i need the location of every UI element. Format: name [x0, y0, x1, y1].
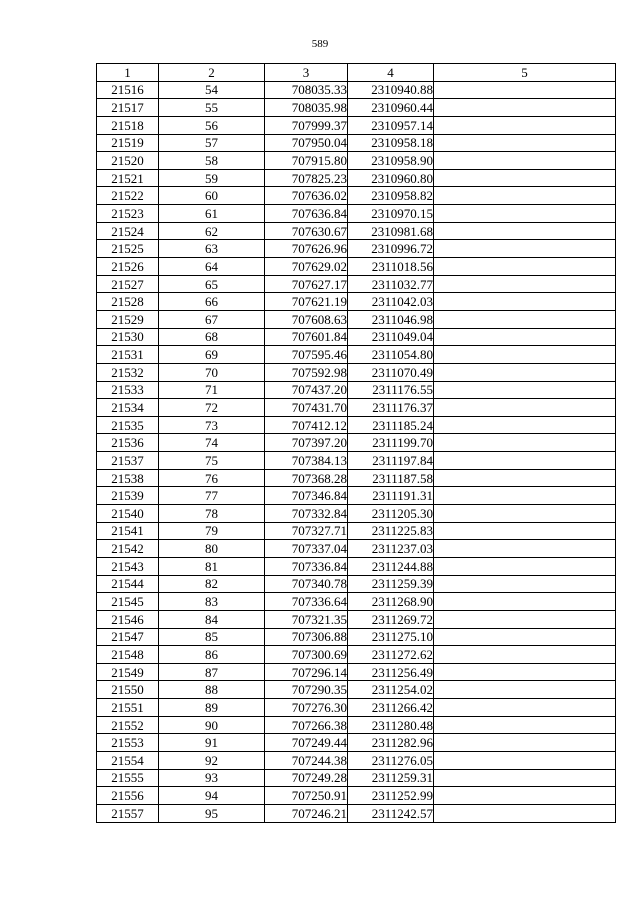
table-cell — [434, 699, 616, 717]
table-cell: 707384.13 — [265, 452, 348, 470]
table-row — [97, 663, 616, 681]
table-cell: 707621.19 — [265, 293, 348, 311]
table-cell: 707346.84 — [265, 487, 348, 505]
table-cell: 63 — [159, 240, 265, 258]
table-cell: 2311042.03 — [348, 293, 434, 311]
table-cell: 2311046.98 — [348, 310, 434, 328]
table-cell: 2311269.72 — [348, 610, 434, 628]
table-cell: 707306.88 — [265, 628, 348, 646]
table-row — [97, 699, 616, 717]
table-cell: 21524 — [97, 222, 159, 240]
table-row — [97, 205, 616, 223]
table-cell: 707629.02 — [265, 258, 348, 276]
table-row — [97, 116, 616, 134]
table-row — [97, 310, 616, 328]
table-row — [97, 99, 616, 117]
table-cell: 2311254.02 — [348, 681, 434, 699]
table-cell: 61 — [159, 205, 265, 223]
table-cell: 21534 — [97, 399, 159, 417]
table-cell: 2311252.99 — [348, 787, 434, 805]
table-cell: 70 — [159, 363, 265, 381]
table-cell: 55 — [159, 99, 265, 117]
page-number: 589 — [311, 38, 329, 50]
table-cell — [434, 416, 616, 434]
column-header: 1 — [97, 64, 159, 82]
column-header: 3 — [265, 64, 348, 82]
table-cell: 21550 — [97, 681, 159, 699]
table-cell — [434, 557, 616, 575]
table-row — [97, 469, 616, 487]
table-cell — [434, 152, 616, 170]
table-cell — [434, 716, 616, 734]
table-row — [97, 804, 616, 822]
table-cell: 707431.70 — [265, 399, 348, 417]
table-row — [97, 751, 616, 769]
table-cell — [434, 734, 616, 752]
table-cell: 707290.35 — [265, 681, 348, 699]
table-cell: 2310960.44 — [348, 99, 434, 117]
table-cell — [434, 381, 616, 399]
table-body — [97, 81, 616, 822]
table-cell: 2311049.04 — [348, 328, 434, 346]
table-cell: 2311276.05 — [348, 751, 434, 769]
table-cell: 67 — [159, 310, 265, 328]
table-cell: 707368.28 — [265, 469, 348, 487]
table-cell — [434, 646, 616, 664]
table-row — [97, 240, 616, 258]
table-cell: 21557 — [97, 804, 159, 822]
table-row — [97, 628, 616, 646]
table-cell: 707595.46 — [265, 346, 348, 364]
table-cell: 77 — [159, 487, 265, 505]
table-cell: 21544 — [97, 575, 159, 593]
table-cell: 21529 — [97, 310, 159, 328]
table-cell: 2311225.83 — [348, 522, 434, 540]
table-cell: 2310970.15 — [348, 205, 434, 223]
table-cell: 21517 — [97, 99, 159, 117]
table-cell: 2311268.90 — [348, 593, 434, 611]
table-row — [97, 681, 616, 699]
table-cell: 2310960.80 — [348, 169, 434, 187]
table-cell: 2311259.39 — [348, 575, 434, 593]
table-cell: 83 — [159, 593, 265, 611]
table-cell: 707627.17 — [265, 275, 348, 293]
table-cell: 2310940.88 — [348, 81, 434, 99]
table-cell: 707999.37 — [265, 116, 348, 134]
table-row — [97, 716, 616, 734]
table-cell: 78 — [159, 505, 265, 523]
table-cell — [434, 610, 616, 628]
table-cell: 707437.20 — [265, 381, 348, 399]
table-cell: 21531 — [97, 346, 159, 364]
table-cell: 21522 — [97, 187, 159, 205]
table-cell: 707337.04 — [265, 540, 348, 558]
table-cell — [434, 99, 616, 117]
table-cell: 707950.04 — [265, 134, 348, 152]
table-cell — [434, 81, 616, 99]
table-cell: 2311242.57 — [348, 804, 434, 822]
table-row — [97, 134, 616, 152]
table-cell — [434, 222, 616, 240]
table-cell: 2311256.49 — [348, 663, 434, 681]
table-cell: 2311032.77 — [348, 275, 434, 293]
table-cell: 707336.64 — [265, 593, 348, 611]
table-cell: 2311197.84 — [348, 452, 434, 470]
table-row — [97, 363, 616, 381]
table-cell: 21545 — [97, 593, 159, 611]
table-row — [97, 540, 616, 558]
table-cell — [434, 310, 616, 328]
table-cell: 74 — [159, 434, 265, 452]
table-cell: 21518 — [97, 116, 159, 134]
table-cell: 90 — [159, 716, 265, 734]
table-row — [97, 593, 616, 611]
table-cell: 69 — [159, 346, 265, 364]
table-cell: 707327.71 — [265, 522, 348, 540]
table-cell: 21527 — [97, 275, 159, 293]
table-row — [97, 152, 616, 170]
table-cell — [434, 187, 616, 205]
table-cell — [434, 575, 616, 593]
table-cell — [434, 205, 616, 223]
table-cell: 707630.67 — [265, 222, 348, 240]
column-header: 2 — [159, 64, 265, 82]
table-cell — [434, 399, 616, 417]
table-row — [97, 505, 616, 523]
table-cell: 79 — [159, 522, 265, 540]
table-cell: 707332.84 — [265, 505, 348, 523]
table-row — [97, 399, 616, 417]
table-cell: 2310996.72 — [348, 240, 434, 258]
table-cell: 73 — [159, 416, 265, 434]
table-cell: 2311244.88 — [348, 557, 434, 575]
table-cell — [434, 328, 616, 346]
table-cell: 21536 — [97, 434, 159, 452]
table-cell: 93 — [159, 769, 265, 787]
table-cell: 707608.63 — [265, 310, 348, 328]
table-cell: 21532 — [97, 363, 159, 381]
table-row — [97, 487, 616, 505]
table-cell: 21546 — [97, 610, 159, 628]
table-row — [97, 575, 616, 593]
table-cell: 2311282.96 — [348, 734, 434, 752]
table-cell: 71 — [159, 381, 265, 399]
table-cell: 2311266.42 — [348, 699, 434, 717]
table-cell: 2311070.49 — [348, 363, 434, 381]
table-cell: 2311185.24 — [348, 416, 434, 434]
table-cell: 94 — [159, 787, 265, 805]
table-cell: 2310958.18 — [348, 134, 434, 152]
table-cell: 707246.21 — [265, 804, 348, 822]
column-header: 5 — [434, 64, 616, 82]
table-cell — [434, 258, 616, 276]
table-cell: 707915.80 — [265, 152, 348, 170]
table-cell: 21539 — [97, 487, 159, 505]
table-row — [97, 258, 616, 276]
table-cell: 21549 — [97, 663, 159, 681]
table-cell — [434, 452, 616, 470]
table-cell: 708035.33 — [265, 81, 348, 99]
table-row — [97, 222, 616, 240]
table-cell: 2310981.68 — [348, 222, 434, 240]
table-cell: 21538 — [97, 469, 159, 487]
table-cell: 76 — [159, 469, 265, 487]
table-cell: 91 — [159, 734, 265, 752]
table-row — [97, 434, 616, 452]
table-cell: 2311054.80 — [348, 346, 434, 364]
table-cell: 707340.78 — [265, 575, 348, 593]
table-cell: 21523 — [97, 205, 159, 223]
coordinates-table — [96, 63, 616, 823]
table-row — [97, 610, 616, 628]
table-cell — [434, 275, 616, 293]
table-cell — [434, 593, 616, 611]
table-cell: 89 — [159, 699, 265, 717]
table-cell: 2311191.31 — [348, 487, 434, 505]
table-cell: 2311176.55 — [348, 381, 434, 399]
table-row — [97, 557, 616, 575]
table-row — [97, 452, 616, 470]
table-cell: 58 — [159, 152, 265, 170]
table-cell — [434, 681, 616, 699]
table-cell: 21548 — [97, 646, 159, 664]
table-row — [97, 646, 616, 664]
table-cell: 21552 — [97, 716, 159, 734]
table-cell: 2311187.58 — [348, 469, 434, 487]
table-cell: 21553 — [97, 734, 159, 752]
table-cell: 707636.84 — [265, 205, 348, 223]
table-cell: 707266.38 — [265, 716, 348, 734]
table-cell: 21520 — [97, 152, 159, 170]
table-row — [97, 787, 616, 805]
column-header: 4 — [348, 64, 434, 82]
table-cell: 21528 — [97, 293, 159, 311]
table-cell: 707825.23 — [265, 169, 348, 187]
table-cell: 2311205.30 — [348, 505, 434, 523]
table-cell: 707249.28 — [265, 769, 348, 787]
table-cell: 2310957.14 — [348, 116, 434, 134]
table-cell: 75 — [159, 452, 265, 470]
table-row — [97, 381, 616, 399]
table-cell: 707592.98 — [265, 363, 348, 381]
table-cell — [434, 346, 616, 364]
table-cell: 707397.20 — [265, 434, 348, 452]
table-cell: 56 — [159, 116, 265, 134]
table-cell: 62 — [159, 222, 265, 240]
table-cell: 72 — [159, 399, 265, 417]
table-cell: 2310958.90 — [348, 152, 434, 170]
table-cell — [434, 487, 616, 505]
table-cell — [434, 116, 616, 134]
table-cell: 85 — [159, 628, 265, 646]
table-cell: 88 — [159, 681, 265, 699]
table-cell: 95 — [159, 804, 265, 822]
table-cell: 21535 — [97, 416, 159, 434]
table-cell: 66 — [159, 293, 265, 311]
table-cell: 84 — [159, 610, 265, 628]
table-cell — [434, 240, 616, 258]
table-cell: 82 — [159, 575, 265, 593]
table-cell: 21556 — [97, 787, 159, 805]
table-cell: 707296.14 — [265, 663, 348, 681]
table-cell — [434, 769, 616, 787]
table-cell — [434, 169, 616, 187]
table-cell: 60 — [159, 187, 265, 205]
table-cell: 2311272.62 — [348, 646, 434, 664]
table-cell: 21543 — [97, 557, 159, 575]
table-cell: 2311199.70 — [348, 434, 434, 452]
table-cell: 707300.69 — [265, 646, 348, 664]
table-cell: 57 — [159, 134, 265, 152]
table-cell: 21533 — [97, 381, 159, 399]
table-cell — [434, 663, 616, 681]
table-cell: 707250.91 — [265, 787, 348, 805]
table-row — [97, 416, 616, 434]
table-cell: 21519 — [97, 134, 159, 152]
table-cell: 2311237.03 — [348, 540, 434, 558]
table-cell — [434, 505, 616, 523]
table-cell: 21542 — [97, 540, 159, 558]
table-cell — [434, 628, 616, 646]
table-cell: 87 — [159, 663, 265, 681]
table-cell: 707412.12 — [265, 416, 348, 434]
table-cell: 80 — [159, 540, 265, 558]
table-cell: 707336.84 — [265, 557, 348, 575]
table-cell: 21540 — [97, 505, 159, 523]
table-cell: 2311259.31 — [348, 769, 434, 787]
table-cell: 86 — [159, 646, 265, 664]
table-cell: 59 — [159, 169, 265, 187]
table-cell — [434, 469, 616, 487]
table-cell: 2311176.37 — [348, 399, 434, 417]
table-cell — [434, 434, 616, 452]
table-cell: 21547 — [97, 628, 159, 646]
table-row — [97, 293, 616, 311]
table-cell — [434, 804, 616, 822]
table-row — [97, 769, 616, 787]
table-cell — [434, 522, 616, 540]
table-cell: 21551 — [97, 699, 159, 717]
table-cell: 707276.30 — [265, 699, 348, 717]
table-cell: 21554 — [97, 751, 159, 769]
table-cell: 21526 — [97, 258, 159, 276]
table-row — [97, 169, 616, 187]
table-row — [97, 734, 616, 752]
table-row — [97, 81, 616, 99]
table-cell: 2311018.56 — [348, 258, 434, 276]
table-cell — [434, 293, 616, 311]
table-cell: 92 — [159, 751, 265, 769]
table-row — [97, 187, 616, 205]
table-cell — [434, 134, 616, 152]
table-cell: 2310958.82 — [348, 187, 434, 205]
table-cell: 2311280.48 — [348, 716, 434, 734]
table-header-row — [97, 64, 616, 82]
table-cell: 707249.44 — [265, 734, 348, 752]
table-cell — [434, 751, 616, 769]
table-cell: 707626.96 — [265, 240, 348, 258]
table-cell: 707321.35 — [265, 610, 348, 628]
table-cell — [434, 363, 616, 381]
table-row — [97, 275, 616, 293]
table-cell: 708035.98 — [265, 99, 348, 117]
table-cell — [434, 540, 616, 558]
table-cell: 81 — [159, 557, 265, 575]
table-cell: 21555 — [97, 769, 159, 787]
table-cell: 64 — [159, 258, 265, 276]
table-cell: 65 — [159, 275, 265, 293]
table-cell: 707601.84 — [265, 328, 348, 346]
table-cell: 21521 — [97, 169, 159, 187]
table-row — [97, 328, 616, 346]
table-cell: 54 — [159, 81, 265, 99]
table-cell — [434, 787, 616, 805]
table-cell: 21537 — [97, 452, 159, 470]
table-cell: 707636.02 — [265, 187, 348, 205]
table-cell: 21530 — [97, 328, 159, 346]
table-row — [97, 346, 616, 364]
table-cell: 21516 — [97, 81, 159, 99]
table-cell: 68 — [159, 328, 265, 346]
table-row — [97, 522, 616, 540]
table-cell: 21525 — [97, 240, 159, 258]
table-cell: 21541 — [97, 522, 159, 540]
table-cell: 2311275.10 — [348, 628, 434, 646]
table-cell: 707244.38 — [265, 751, 348, 769]
